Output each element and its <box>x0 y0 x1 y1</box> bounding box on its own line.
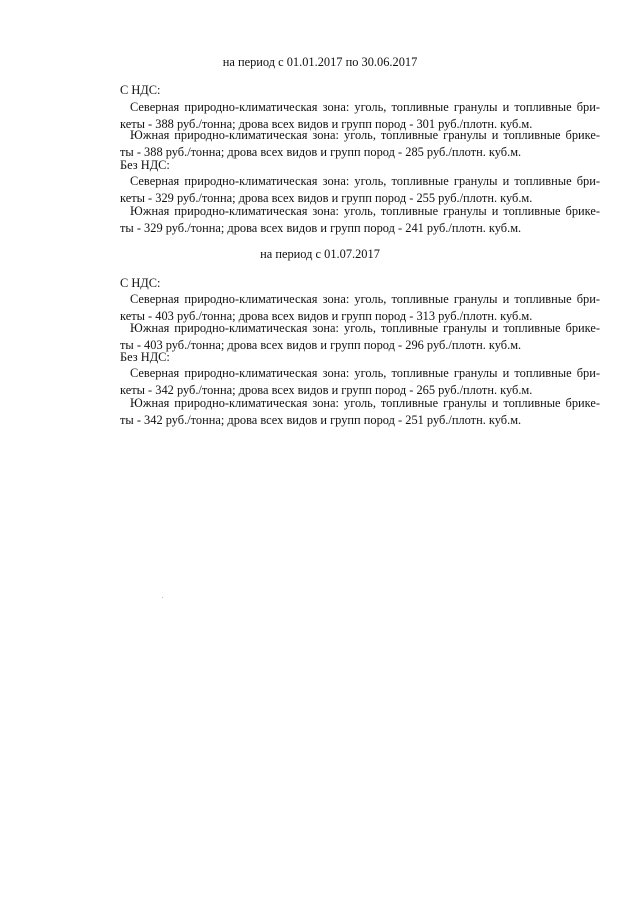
period-heading-1: на период с 01.01.2017 по 30.06.2017 <box>222 55 418 69</box>
vat-label-without: Без НДС: <box>120 350 170 364</box>
tariff-line: кеты - 329 руб./тонна; дрова всех видов и групп пород - 255 руб./плотн. куб.м. <box>120 191 533 205</box>
tariff-line: Северная природно-климатическая зона: уголь, топливные гранулы и топливные бри- <box>130 100 600 114</box>
tariff-line: ты - 342 руб./тонна; дрова всех видов и групп пород - 251 руб./плотн. куб.м. <box>120 413 522 427</box>
vat-label-with: С НДС: <box>120 276 161 290</box>
tariff-south-without-vat-1 <box>120 203 600 237</box>
tariff-line: Северная природно-климатическая зона: уголь, топливные гранулы и топливные бри- <box>130 366 600 380</box>
tariff-north-without-vat-2 <box>120 365 600 399</box>
period-heading-2: на период с 01.07.2017 <box>260 247 380 261</box>
tariff-south-with-vat-2 <box>120 320 600 354</box>
vat-label-with: С НДС: <box>120 83 161 97</box>
tariff-south-with-vat-1 <box>120 127 600 161</box>
tariff-line: Южная природно-климатическая зона: уголь, топливные гранулы и топливные брике- <box>130 321 600 335</box>
tariff-north-without-vat-1 <box>120 173 600 207</box>
tariff-line: Южная природно-климатическая зона: уголь, топливные гранулы и топливные брике- <box>130 204 600 218</box>
tariff-line: Северная природно-климатическая зона: уголь, топливные гранулы и топливные бри- <box>130 292 600 306</box>
vat-label-without: Без НДС: <box>120 158 170 172</box>
tariff-line: ты - 403 руб./тонна; дрова всех видов и групп пород - 296 руб./плотн. куб.м. <box>120 338 522 352</box>
tariff-south-without-vat-2 <box>120 395 600 429</box>
tariff-line: Южная природно-климатическая зона: уголь, топливные гранулы и топливные брике- <box>130 128 600 142</box>
tariff-line: Южная природно-климатическая зона: уголь, топливные гранулы и топливные брике- <box>130 396 600 410</box>
tariff-line: Северная природно-климатическая зона: уголь, топливные гранулы и топливные бри- <box>130 174 600 188</box>
scan-speck <box>162 597 163 598</box>
tariff-line: ты - 388 руб./тонна; дрова всех видов и групп пород - 285 руб./плотн. куб.м. <box>120 145 522 159</box>
tariff-line: кеты - 342 руб./тонна; дрова всех видов и групп пород - 265 руб./плотн. куб.м. <box>120 383 533 397</box>
tariff-line: кеты - 388 руб./тонна; дрова всех видов и групп пород - 301 руб./плотн. куб.м. <box>120 117 533 131</box>
tariff-line: кеты - 403 руб./тонна; дрова всех видов и групп пород - 313 руб./плотн. куб.м. <box>120 309 533 323</box>
tariff-line: ты - 329 руб./тонна; дрова всех видов и групп пород - 241 руб./плотн. куб.м. <box>120 221 522 235</box>
